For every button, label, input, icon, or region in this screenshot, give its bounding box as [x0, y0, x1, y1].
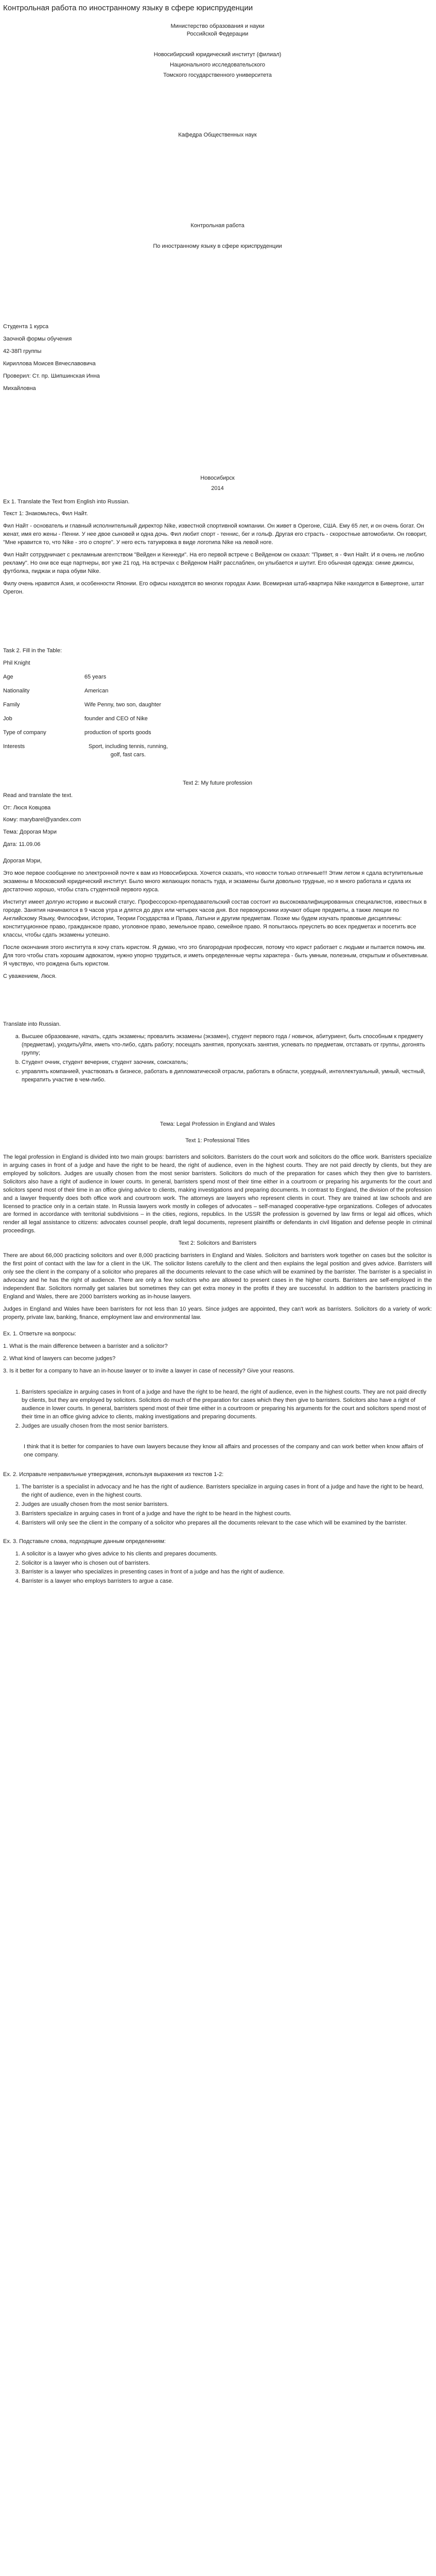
- email-subject: Тема: Дорогая Мэри: [3, 829, 57, 836]
- email-paragraph: После окончания этого института я хочу стать юристом. Я думаю, что это благородная профессия, потому что юрист работает с людьми и пытается помочь им. Для того чтобы стать хорошим адвокатом, нужно упорно трудиться, и иметь определенные черты характера - быть умным, полезным, открытым и объективным. Я чувствую, что рождена быть юристом.: [3, 944, 429, 967]
- table-value: founder and CEO of Nike: [84, 715, 148, 722]
- year: 2014: [211, 485, 224, 492]
- list-item: c. управлять компанией, участвовать в бизнесе, работать в дипломатической отрасли, работать в области, усердный, интеллектуальный, умный, честный, прекратить участие в чем-либо.: [22, 1068, 432, 1084]
- task1-paragraph: Фил Найт - основатель и главный исполнительный директор Nike, известной спортивной компании. Он живет в Орегоне, США. Ему 65 лет, и он очень богат. Он женат, имя его жены - Пенни. У нее двое сыновей и одна дочь. Фил любит спорт - теннис, бег и гольф. Другая его страсть - скоростные автомобили. Он говорит, "Мне нравится то, что Nike - это о спорте". У него есть татуировка в виде логотипа Nike на левой ноге.: [3, 523, 427, 546]
- list-item: b. Студент очник, студент вечерник, студент заочник, соискатель;: [22, 1059, 432, 1067]
- task1-paragraph: Фил Найт сотрудничает с рекламным агентством "Вейден и Кеннеди". На его первой встрече с Вейденом он сказал: "Привет, я - Фил Найт. И я очень не люблю рекламу". Но они все еще партнеры, вот уже 21 год. На встречах с Вейденом Найт расслаблен, он улыбается и шутит. Его обычная одежда: синие джинсы, футболка, пиджак и пара обуви Nike.: [3, 552, 424, 575]
- student-line: Студента 1 курса: [3, 324, 49, 330]
- list-item: 2. Judges are usually chosen from the most senior barristers.: [22, 1422, 432, 1431]
- work-subject: По иностранному языку в сфере юриспруденции: [153, 243, 282, 250]
- document-title: Контрольная работа по иностранному языку в сфере юриспруденции: [3, 4, 253, 12]
- ex1-question: 1. What is the main difference between a barrister and a solicitor?: [3, 1343, 168, 1349]
- topic-title: Тема: Legal Profession in England and Wales: [160, 1121, 275, 1127]
- task4-intro: Translate into Russian.: [3, 1021, 61, 1028]
- task2-name: Phil Knight: [3, 659, 30, 666]
- list-item: 1. Barristers specialize in arguing cases in front of a judge and have the right to be heard, the right of audience, even in the highest courts. They are not paid directly by clients, but they are employed by solicitors. Solicitors do much of the preparation for cases which they then give to barristers. Solicitors also have a right of audience in lower courts. In general, barristers spend most of their time either in a courtroom or preparing his arguments for the court and solicitors spend most of their time in an office giving advice to clients, making investigations and preparing documents.: [22, 1388, 432, 1421]
- student-info: [3, 323, 432, 393]
- ex1-answer-3: I think that it is better for companies to have own lawyers because they know all affairs and processes of the company and can work better when know affairs of one company.: [24, 1444, 424, 1459]
- task1-paragraph: Филу очень нравится Азия, и особенности Японии. Его офисы находятся во многих городах Азии. Всемирная штаб-квартира Nike находится в Бивертоне, штат Орегон.: [3, 581, 424, 595]
- header-line: Томского государственного университета: [163, 72, 272, 79]
- ex1-title: Ex. 1. Ответьте на вопросы:: [3, 1330, 76, 1337]
- student-line: 42-38П группы: [3, 348, 42, 354]
- table-key: Nationality: [3, 687, 30, 694]
- table-value: Wife Penny, two son, daughter: [84, 701, 161, 708]
- text2-paragraph: Judges in England and Wales have been barristers for not less than 10 years. Since judges are appointed, they can't work as barristers. Solicitors do a variety of work: property, private law, banking, finance, employment law and environmental law.: [3, 1306, 432, 1320]
- email-signoff: С уважением, Люся.: [3, 973, 57, 979]
- ex1-question: 3. Is it better for a company to have an in-house lawyer or to invite a lawyer in case of necessity? Give your reasons.: [3, 1367, 295, 1374]
- title-page-header: [3, 23, 432, 80]
- task1-intro: Ex 1. Translate the Text from English into Russian.: [3, 498, 130, 505]
- text1-title: Text 1: Professional Titles: [185, 1137, 250, 1144]
- list-item: 1. The barrister is a specialist in advocacy and he has the right of audience. Barristers specialize in arguing cases in front of a judge and have the right to be heard, the right of audience, even in the highest courts.: [22, 1483, 432, 1500]
- header-line: Министерство образования и науки: [170, 23, 265, 29]
- header-line: Российской Федерации: [186, 31, 249, 38]
- list-item: 4. Barristers will only see the client in the company of a solicitor who prepares all the documents relevant to the case which will be examined by the barrister.: [22, 1519, 432, 1528]
- task3-title: Text 2: My future profession: [182, 779, 253, 786]
- table-row: [3, 686, 172, 700]
- department-name: Кафедра Общественных наук: [178, 132, 257, 139]
- email-from: От: Люся Ковцова: [3, 804, 51, 811]
- ex2-title: Ex. 2. Исправьте неправильные утверждения, используя выражения из текстов 1-2:: [3, 1471, 224, 1478]
- student-line: Кириллова Моисея Вячеславовича: [3, 360, 96, 367]
- header-line: Национального исследовательского: [170, 62, 265, 69]
- table-key: Age: [3, 673, 13, 680]
- table-value: Sport, including tennis, running, golf, fast cars.: [88, 743, 168, 758]
- list-item: a. Высшее образование, начать, сдать экзамены; провалить экзамены (экзамен), студент первого года / новичок, абитуриент, быть способным к предмету (предметам), уходить/уйти, иметь что-либо, сдать работу; посещать занятия, пропускать занятия, успевать по предметам, отставать от группы, догонять группу;: [22, 1033, 432, 1058]
- table-row: [3, 727, 172, 741]
- text2-title: Text 2: Solicitors and Barristers: [178, 1240, 257, 1247]
- table-value: American: [84, 687, 109, 694]
- table-key: Interests: [3, 743, 25, 750]
- email-paragraph: Это мое первое сообщение по электронной почте к вам из Новосибирска. Хочется сказать, что новости только отличные!!! Этим летом я сдала вступительные экзамены в Московский юридический институт. Было много желающих попасть туда, и экзамены были довольно трудные, но я много работала и сдала их достаточно хорошо, чтобы стать студенткой первого курса.: [3, 870, 423, 893]
- table-row: [3, 700, 172, 714]
- header-line: Новосибирский юридический институт (филиал): [153, 52, 282, 58]
- ex2-list: [3, 1483, 432, 1528]
- text1-paragraph: The legal profession in England is divided into two main groups: barristers and solicitors. Barristers do the court work and solicitors do the office work. Barristers specialize in arguing cases in front of a judge and have the right to be heard, the right of audience, even in the highest courts. They are not paid directly by clients, but they are employed by solicitors. Judges are usually chosen from the most senior barristers. Solicitors do much of the preparation for cases which they then give to barristers. Solicitors also have a right of audience in lower courts. In general, barristers spend most of their time either in a courtroom or preparing his arguments for the court and solicitors spend most of their time in an office giving advice to clients, making investigations and preparing documents. In contrast to England, the division of the profession and a lawyer frequently does both office work and courtroom work. The attorneys are lawyers who represent clients in court. They are trained at law schools and are licensed to practice only in a certain state. In Russia lawyers work mostly in colleges of advocates – self-managed cooperative-type organizations. Colleges of advocates are formed in accordance with territorial subdivisions – in the cities, regions, republics. In the USSR the profession is governed by law firms or legal aid offices, which render all legal assistance to citizens: advocates counsel people, draft legal documents, represent plaintiffs or defendants in civil litigation and defense people in criminal proceedings.: [3, 1154, 432, 1234]
- list-item: 3. Barristers specialize in arguing cases in front of a judge and have the right to be heard in the highest courts.: [22, 1510, 432, 1518]
- ex1-answers: [3, 1388, 432, 1431]
- ex3-list: [3, 1550, 432, 1586]
- table-value: 65 years: [84, 673, 107, 680]
- task1-text-title: Текст 1: Знакомьтесь, Фил Найт.: [3, 511, 88, 517]
- table-row: [3, 741, 172, 761]
- email-paragraph: Институт имеет долгую историю и высокий статус. Профессорско-преподавательский состав состоит из высококвалифицированных специалистов, известных в городе. Занятия начинаются в 9 часов утра и длятся до двух или четырех часов дня. Все первокурсники изучают общие предметы, а также лекции по Английскому Языку, Философии, Истории, Теории Государства и Права, Латыни и другим предметам. Позже мы будем изучать правовые дисциплины: конституционное право, гражданское право, уголовное право, земельное право, семейное право. Я попытаюсь преуспеть во всех предметах и посетить все классы, чтобы сдать экзамены успешно.: [3, 899, 427, 938]
- email-to: Кому: marybarel@yandex.com: [3, 817, 81, 823]
- table-key: Type of company: [3, 729, 46, 736]
- email-date: Дата: 11.09.06: [3, 841, 41, 848]
- task4-list: [3, 1033, 432, 1084]
- table-key: Job: [3, 715, 12, 722]
- table-row: [3, 714, 172, 727]
- list-item: 2. Solicitor is a lawyer who is chosen out of barristers.: [22, 1560, 432, 1568]
- table-key: Family: [3, 701, 20, 708]
- task3-read-line: Read and translate the text.: [3, 792, 73, 799]
- table-row: [3, 672, 172, 686]
- student-line: Проверил: Ст. пр. Шипшинская Инна: [3, 372, 100, 379]
- email-greeting: Дорогая Мэри,: [3, 858, 42, 865]
- student-line: Заочной формы обучения: [3, 335, 72, 342]
- ex3-title: Ex. 3. Подставьте слова, подходящие данным определениям:: [3, 1538, 166, 1545]
- task2-intro: Task 2. Fill in the Table:: [3, 647, 62, 654]
- list-item: 2. Judges are usually chosen from the most senior barristers.: [22, 1501, 432, 1509]
- list-item: 3. Barrister is a lawyer who specializes in presenting cases in front of a judge and has the right of audience.: [22, 1568, 432, 1577]
- work-title: Контрольная работа: [190, 223, 245, 229]
- table-value: production of sports goods: [84, 729, 151, 736]
- ex1-question: 2. What kind of lawyers can become judges?: [3, 1355, 116, 1362]
- info-table: [3, 672, 172, 761]
- list-item: 4. Barrister is a lawyer who employs barristers to argue a case.: [22, 1578, 432, 1586]
- city: Новосибирск: [200, 474, 235, 481]
- text2-paragraph: There are about 66,000 practicing solicitors and over 8,000 practicing barristers in England and Wales. Solicitors and barristers work together on cases but the solicitor is the first point of contact with the law for a client in the UK. The solicitor listens carefully to the client and then explains the legal position and gives advice. Barristers will only see the client in the company of a solicitor who prepares all the documents relevant to the case which will be examined by the barrister. The barrister is a specialist in advocacy and he has the right of audience. There are only a few solicitors who are allowed to present cases in the higher courts. Barristers are self-employed in the independent Bar. Solicitors normally get salaries but sometimes they can get extra money in the profits if they are successful. In addition to the barristers practicing in England and Wales, there are 2000 barristers working as in-house lawyers.: [3, 1252, 432, 1300]
- student-line: Михайловна: [3, 385, 36, 392]
- list-item: 1. A solicitor is a lawyer who gives advice to his clients and prepares documents.: [22, 1550, 432, 1558]
